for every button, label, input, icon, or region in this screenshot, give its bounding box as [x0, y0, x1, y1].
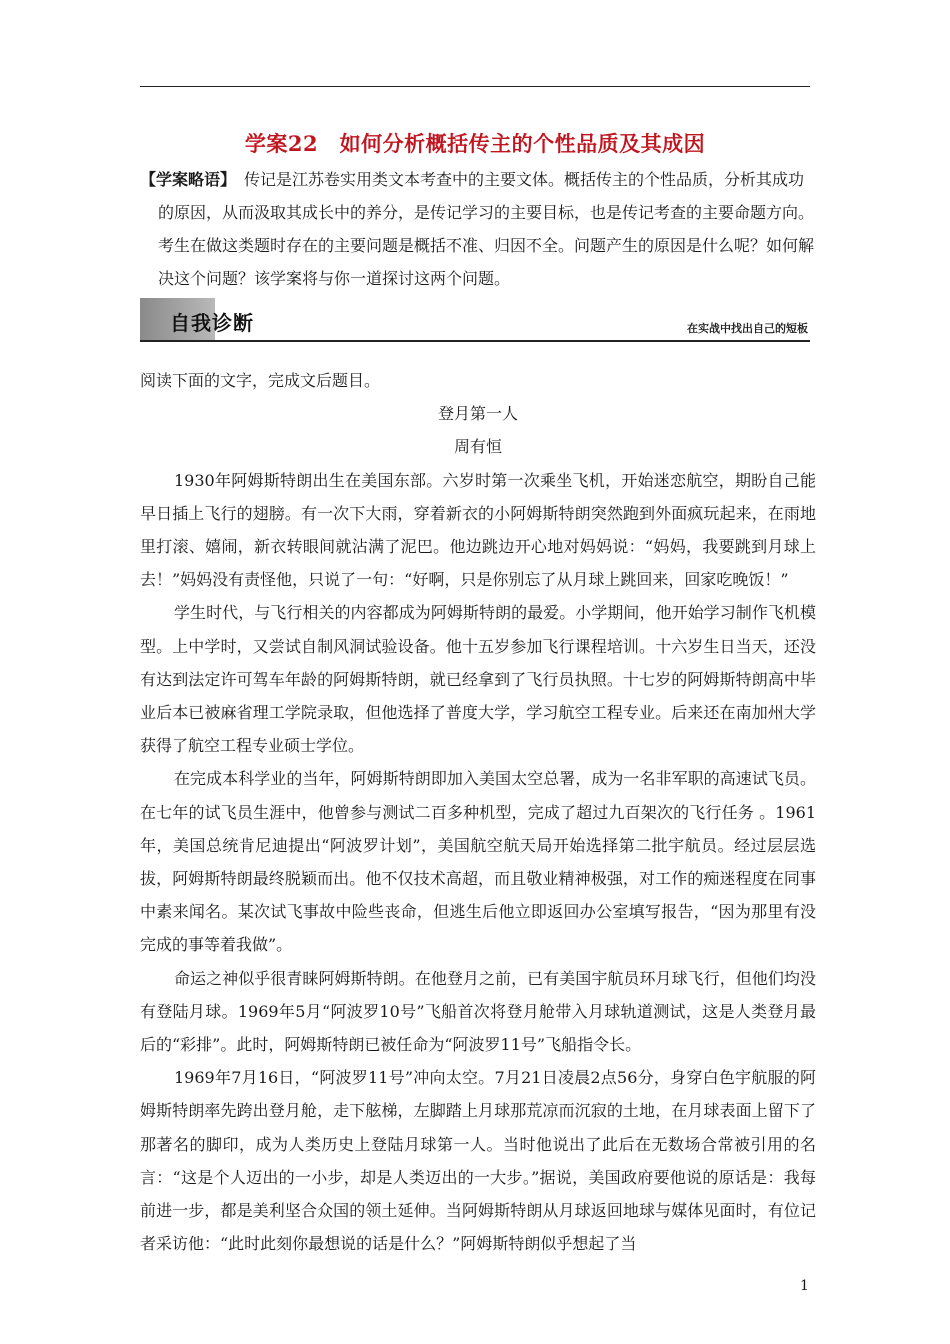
article-body: [140, 364, 816, 1260]
header-rule: [140, 86, 810, 87]
article-title: 登月第一人: [437, 404, 518, 424]
document-title: 学案22 如何分析概括传主的个性品质及其成因: [244, 131, 706, 156]
paragraph-5: 1969年7月16日，“阿波罗11号”冲向太空。7月21日凌晨2点56分，身穿白色宇航服的阿姆斯特朗率先跨出登月舱，走下舷梯，左脚踏上月球那荒凉而沉寂的土地，在月球表面上留下了那著名的脚印，成为人类历史上登陆月球第一人。当时他说出了此后在无数场合常被引用的名言：“这是个人迈出的一小步，却是人类迈出的一大步。”据说，美国政府要他说的原话是：我每前进一步，都是美利坚合众国的领土延伸。当阿姆斯特朗从月球返回地球与媒体见面时，有位记者采访他：“此时此刻你最想说的话是什么？”阿姆斯特朗似乎想起了当: [140, 1068, 816, 1254]
section-banner: [140, 298, 810, 342]
page-number-area: [0, 1278, 950, 1294]
article-author: 周有恒: [453, 437, 502, 457]
banner-rule: [140, 340, 810, 342]
intro-paragraph: [140, 163, 820, 295]
intro-block: [140, 163, 820, 295]
intro-label: 【学案略语】: [140, 170, 237, 189]
paragraph-2: 学生时代，与飞行相关的内容都成为阿姆斯特朗的最爱。小学期间，他开始学习制作飞机模型。上中学时，又尝试自制风洞试验设备。他十五岁参加飞行课程培训。十六岁生日当天，还没有达到法定许可驾车年龄的阿姆斯特朗，就已经拿到了飞行员执照。十七岁的阿姆斯特朗高中毕业后本已被麻省理工学院录取，但他选择了普度大学，学习航空工程专业。后来还在南加州大学获得了航空工程专业硕士学位。: [140, 603, 816, 756]
page-number: 1: [800, 1278, 809, 1294]
section-heading: 自我诊断: [170, 311, 254, 335]
intro-text: 传记是江苏卷实用类文本考查中的主要文体。概括传主的个性品质，分析其成功的原因，从而汲取其成长中的养分，是传记学习的主要目标，也是传记考查的主要命题方向。考生在做这类题时存在的主要问题是概括不准、归因不全。问题产生的原因是什么呢？如何解决这个问题？该学案将与你一道探讨这两个问题。: [158, 170, 815, 288]
paragraph-4: 命运之神似乎很青睐阿姆斯特朗。在他登月之前，已有美国宇航员环月球飞行，但他们均没有登陆月球。1969年5月“阿波罗10号”飞船首次将登月舱带入月球轨道测试，这是人类登月最后的“彩排”。此时，阿姆斯特朗已被任命为“阿波罗11号”飞船指令长。: [140, 968, 816, 1055]
instruction-text: 阅读下面的文字，完成文后题目。: [140, 371, 381, 390]
paragraph-1: 1930年阿姆斯特朗出生在美国东部。六岁时第一次乘坐飞机，开始迷恋航空，期盼自己能早日插上飞行的翅膀。有一次下大雨，穿着新衣的小阿姆斯特朗突然跑到外面疯玩起来，在雨地里打滚、嬉闹，新衣转眼间就沾满了泥巴。他边跳边开心地对妈妈说：“妈妈，我要跳到月球上去！”妈妈没有责怪他，只说了一句：“好啊，只是你别忘了从月球上跳回来，回家吃晚饭！”: [140, 470, 816, 590]
section-tagline: 在实战中找出自己的短板: [687, 322, 808, 335]
paragraph-3: 在完成本科学业的当年，阿姆斯特朗即加入美国太空总署，成为一名非军职的高速试飞员。在七年的试飞员生涯中，他曾参与测试二百多种机型，完成了超过九百架次的飞行任务 。1961年，美国总统肯尼迪提出“阿波罗计划”，美国航空航天局开始选择第二批宇航员。经过层层选拔，阿姆斯特朗最终脱颖而出。他不仅技术高超，而且敬业精神极强，对工作的痴迷程度在同事中素来闻名。某次试飞事故中险些丧命，但逃生后他立即返回办公室填写报告，“因为那里有没完成的事等着我做”。: [140, 769, 816, 955]
